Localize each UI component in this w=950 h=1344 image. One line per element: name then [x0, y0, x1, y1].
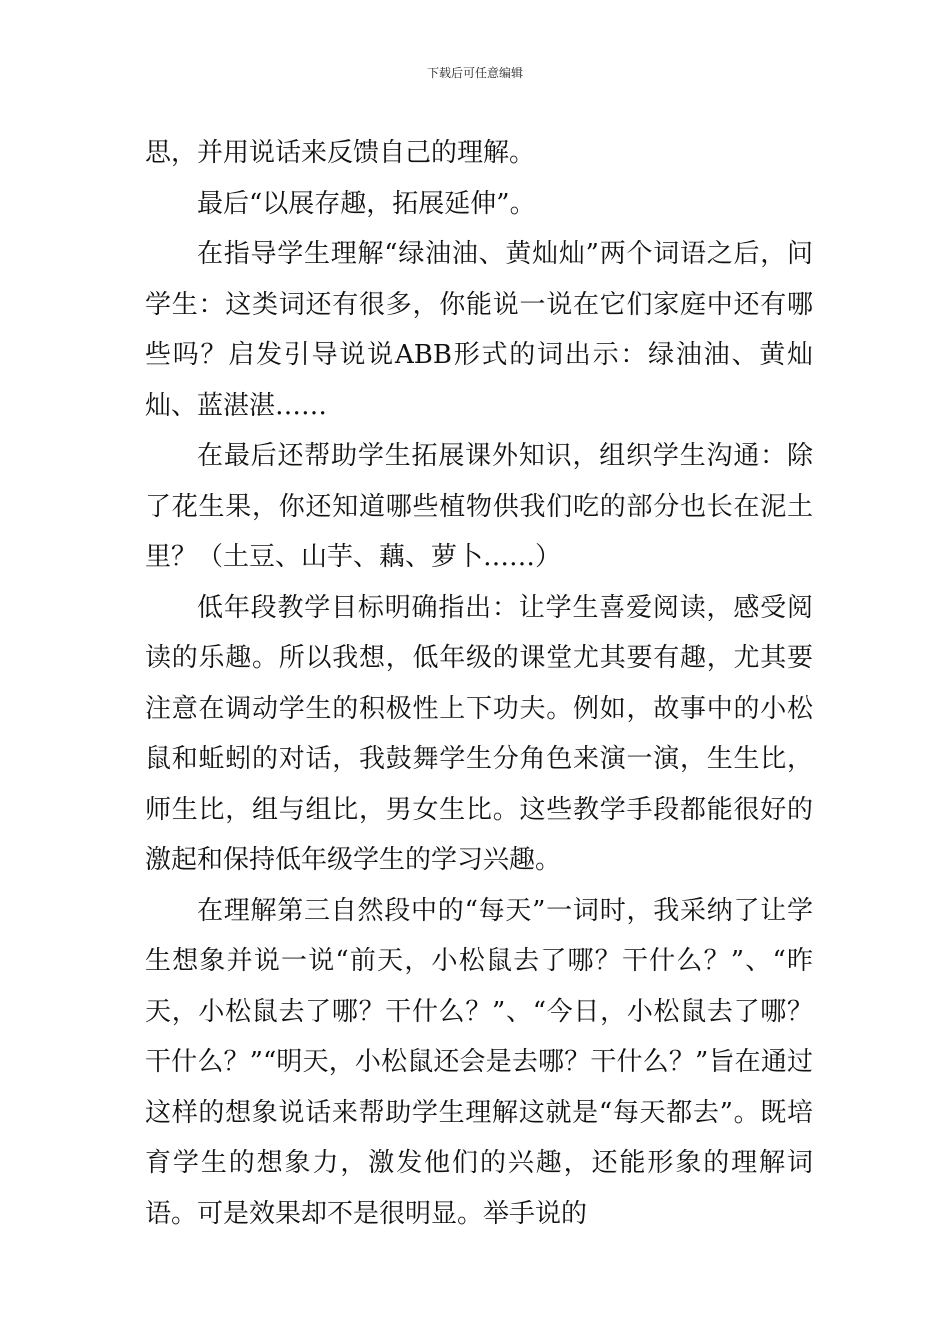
document-body	[145, 128, 813, 1239]
paragraph-1: 思，并用说话来反馈自己的理解。	[145, 138, 536, 168]
page-header: 下载后可任意编辑	[426, 66, 523, 80]
paragraph-5: 低年段教学目标明确指出：让学生喜爱阅读，感受阅读的乐趣。所以我想，低年级的课堂尤其要有趣，尤其要注意在调动学生的积极性上下功夫。例如，故事中的小松鼠和蚯蚓的对话，我鼓舞学生分角色来演一演，生生比，师生比，组与组比，男女生比。这些教学手段都能很好的激起和保持低年级学生的学习兴趣。	[145, 592, 813, 875]
paragraph-4: 在最后还帮助学生拓展课外知识，组织学生沟通：除了花生果，你还知道哪些植物供我们吃的部分也长在泥土里？（土豆、山芋、藕、萝卜……）	[145, 441, 813, 572]
paragraph-3: 在指导学生理解“绿油油、黄灿灿”两个词语之后，问学生：这类词还有很多，你能说一说在它们家庭中还有哪些吗？启发引导说说ABB形式的词出示：绿油油、黄灿灿、蓝湛湛……	[145, 239, 813, 421]
paragraph-2: 最后“以展存趣，拓展延伸”。	[197, 188, 536, 219]
paragraph-6: 在理解第三自然段中的“每天”一词时，我采纳了让学生想象并说一说“前天，小松鼠去了哪？干什么？”、“昨天，小松鼠去了哪？干什么？”、“今日，小松鼠去了哪？干什么？”“明天，小松鼠还会是去哪？干什么？”旨在通过这样的想象说话来帮助学生理解这就是“每天都去”。既培育学生的想象力，激发他们的兴趣，还能形象的理解词语。可是效果却不是很明显。举手说的	[145, 895, 813, 1229]
